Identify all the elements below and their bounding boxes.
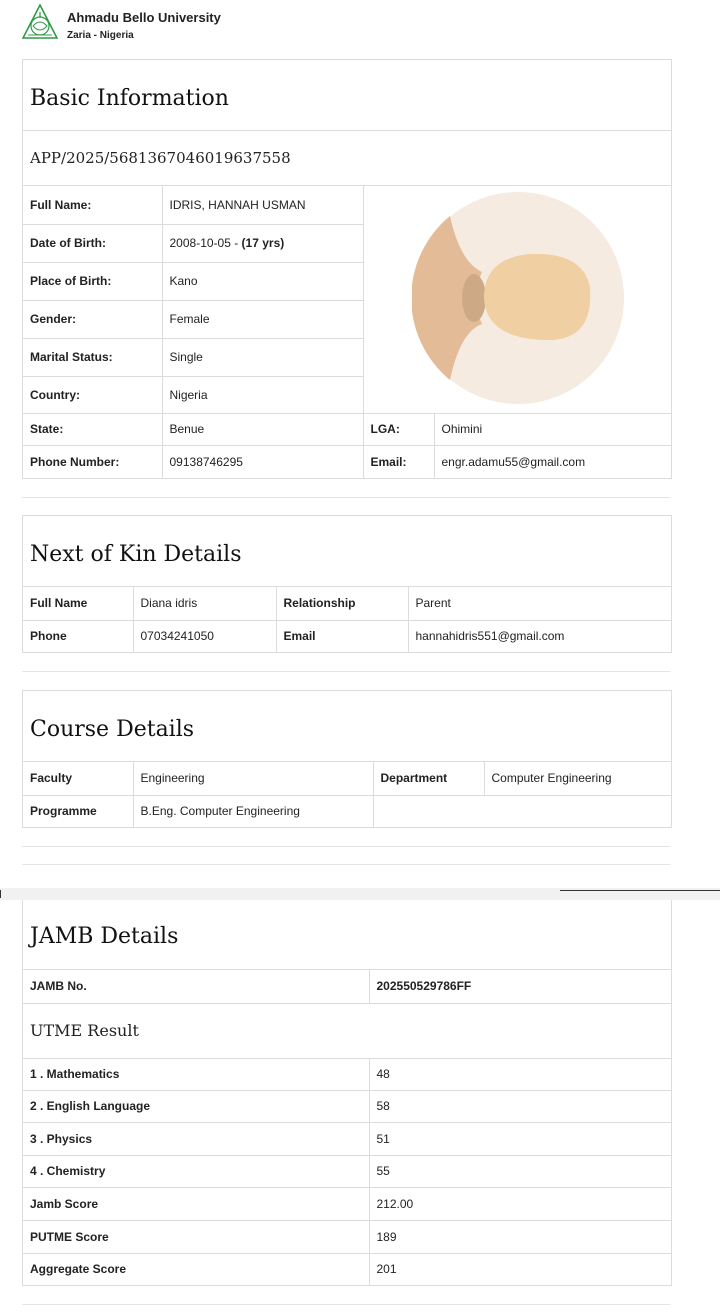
page-break-tick — [0, 890, 1, 898]
marital-status-label: Marital Status: — [23, 338, 162, 376]
subject-label: 3 . Physics — [23, 1122, 369, 1155]
empty-cell — [373, 795, 671, 827]
subject-score: 48 — [369, 1058, 671, 1090]
jamb-no-label: JAMB No. — [23, 970, 369, 1003]
aggregate-score-label: Aggregate Score — [23, 1253, 369, 1285]
next-of-kin-table — [23, 587, 671, 652]
basic-information-title: Basic Information — [23, 60, 671, 131]
subject-score: 58 — [369, 1090, 671, 1122]
gender-label: Gender: — [23, 300, 162, 338]
subject-label: 4 . Chemistry — [23, 1155, 369, 1187]
jamb-details-table — [23, 970, 671, 1285]
kin-email-value: hannahidris551@gmail.com — [408, 620, 671, 652]
phone-number-value: 09138746295 — [162, 445, 363, 478]
course-details-card — [22, 690, 672, 828]
department-value: Computer Engineering — [484, 762, 671, 795]
subject-score: 51 — [369, 1122, 671, 1155]
university-logo-icon — [22, 4, 58, 40]
kin-email-label: Email — [276, 620, 408, 652]
section-divider — [22, 671, 670, 672]
dob-date: 2008-10-05 - — [169, 236, 242, 250]
jamb-score-value: 212.00 — [369, 1187, 671, 1220]
university-location: Zaria - Nigeria — [67, 30, 134, 41]
photo-cell — [363, 186, 671, 413]
section-divider — [22, 1304, 670, 1305]
utme-result-title: UTME Result — [23, 1003, 671, 1058]
section-divider — [22, 846, 670, 847]
age: (17 yrs) — [241, 236, 285, 250]
kin-relationship-value: Parent — [408, 587, 671, 620]
subject-label: 1 . Mathematics — [23, 1058, 369, 1090]
dob-label: Date of Birth: — [23, 224, 162, 262]
basic-information-table — [23, 186, 671, 478]
lga-label: LGA: — [363, 413, 434, 445]
aggregate-score-value: 201 — [369, 1253, 671, 1285]
passport-photo — [412, 192, 624, 404]
full-name-value: IDRIS, HANNAH USMAN — [162, 186, 363, 224]
jamb-no-value: 202550529786FF — [369, 970, 671, 1003]
lga-value: Ohimini — [434, 413, 671, 445]
next-of-kin-card — [22, 515, 672, 653]
section-divider — [22, 497, 670, 498]
country-label: Country: — [23, 376, 162, 413]
faculty-value: Engineering — [133, 762, 373, 795]
page-break-line — [560, 890, 720, 891]
department-label: Department — [373, 762, 484, 795]
marital-status-value: Single — [162, 338, 363, 376]
kin-relationship-label: Relationship — [276, 587, 408, 620]
next-of-kin-title: Next of Kin Details — [23, 516, 671, 587]
section-divider — [22, 864, 670, 865]
state-value: Benue — [162, 413, 363, 445]
country-value: Nigeria — [162, 376, 363, 413]
kin-name-label: Full Name — [23, 587, 133, 620]
putme-score-label: PUTME Score — [23, 1220, 369, 1253]
kin-name-value: Diana idris — [133, 587, 276, 620]
programme-label: Programme — [23, 795, 133, 827]
course-details-title: Course Details — [23, 691, 671, 762]
faculty-label: Faculty — [23, 762, 133, 795]
phone-number-label: Phone Number: — [23, 445, 162, 478]
programme-value: B.Eng. Computer Engineering — [133, 795, 373, 827]
email-label: Email: — [363, 445, 434, 478]
application-number: APP/2025/5681367046019637558 — [23, 131, 671, 186]
dob-value — [162, 224, 363, 262]
university-name: Ahmadu Bello University — [67, 10, 221, 25]
gender-value: Female — [162, 300, 363, 338]
kin-phone-value: 07034241050 — [133, 620, 276, 652]
jamb-score-label: Jamb Score — [23, 1187, 369, 1220]
pob-value: Kano — [162, 262, 363, 300]
kin-phone-label: Phone — [23, 620, 133, 652]
subject-score: 55 — [369, 1155, 671, 1187]
course-details-table — [23, 762, 671, 827]
jamb-details-card — [22, 900, 672, 1286]
pob-label: Place of Birth: — [23, 262, 162, 300]
subject-label: 2 . English Language — [23, 1090, 369, 1122]
jamb-details-title: JAMB Details — [23, 900, 671, 970]
basic-information-card — [22, 59, 672, 479]
state-label: State: — [23, 413, 162, 445]
full-name-label: Full Name: — [23, 186, 162, 224]
email-value: engr.adamu55@gmail.com — [434, 445, 671, 478]
page-header — [22, 4, 422, 44]
putme-score-value: 189 — [369, 1220, 671, 1253]
